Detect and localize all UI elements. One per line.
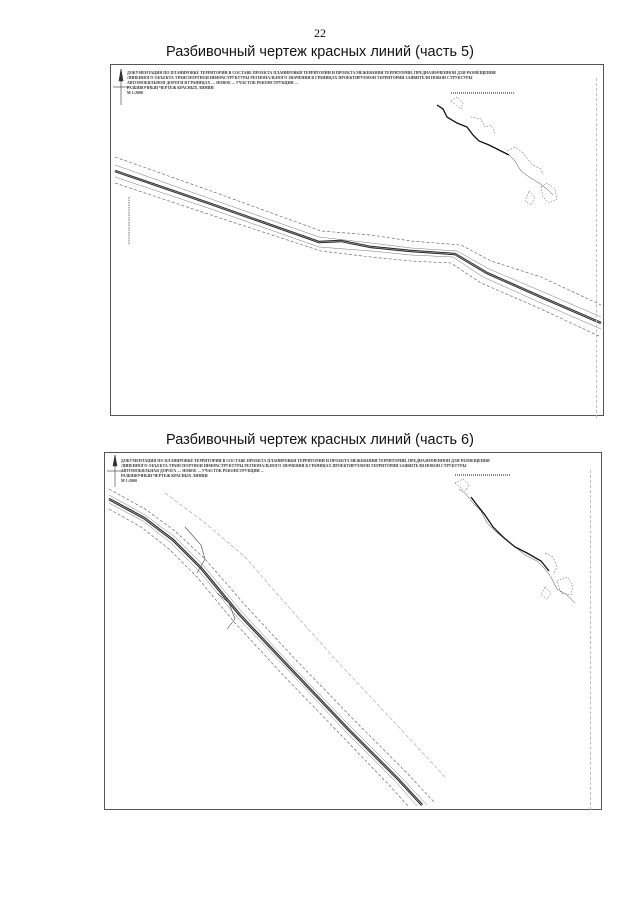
header-line: М 1:2000 bbox=[127, 91, 144, 95]
drawing-part-5 bbox=[111, 65, 604, 416]
sheet-header-part-6 bbox=[121, 459, 591, 484]
header-line: ЛИНЕЙНОГО ОБЪЕКТА ТРАНСПОРТНОЙ ИНФРАСТРУКТУРЫ РЕГИОНАЛЬНОГО ЗНАЧЕНИЯ В ГРАНИЦАХ ПРОЕКТИРУЕМОЙ ТЕРРИТОРИИ ЗАЯВИТЕЛЯ НОВОЙ СТРУКТУРЫ bbox=[127, 76, 473, 80]
header-line: АВТОМОБИЛЬНОЙ ДОРОГИ В ГРАНИЦАХ — НОВОЕ ... УЧАСТОК РЕКОНСТРУКЦИИ ... bbox=[127, 81, 298, 85]
overview-map bbox=[455, 479, 575, 603]
section-title-part-6: Разбивочный чертеж красных линий (часть 6) bbox=[166, 432, 474, 448]
page-number: 22 bbox=[314, 26, 326, 40]
drawing-part-6 bbox=[105, 453, 602, 810]
header-line: РАЗБИВОЧНЫЙ ЧЕРТЕЖ КРАСНЫХ ЛИНИЙ bbox=[121, 474, 208, 478]
header-line: ДОКУМЕНТАЦИЯ ПО ПЛАНИРОВКЕ ТЕРРИТОРИИ В СОСТАВЕ ПРОЕКТА ПЛАНИРОВКИ ТЕРРИТОРИИ И ПРОЕКТА МЕЖЕВАНИЯ ТЕРРИТОРИИ, ПРЕДНАЗНАЧЕННОЙ ДЛЯ РАЗМЕЩЕНИЯ bbox=[127, 71, 496, 75]
header-line: ДОКУМЕНТАЦИЯ ПО ПЛАНИРОВКЕ ТЕРРИТОРИИ В СОСТАВЕ ПРОЕКТА ПЛАНИРОВКИ ТЕРРИТОРИИ И ПРОЕКТА МЕЖЕВАНИЯ ТЕРРИТОРИИ, ПРЕДНАЗНАЧЕННОЙ ДЛЯ РАЗМЕЩЕНИЯ bbox=[121, 459, 490, 463]
scan-edge-line bbox=[590, 470, 591, 810]
sheet-header-part-5 bbox=[127, 71, 593, 96]
drawing-sheet-part-5 bbox=[110, 64, 604, 416]
overview-map bbox=[437, 97, 557, 205]
header-line: М 1:2000 bbox=[121, 479, 138, 483]
header-line: ЛИНЕЙНОГО ОБЪЕКТА ТРАНСПОРТНОЙ ИНФРАСТРУКТУРЫ РЕГИОНАЛЬНОГО ЗНАЧЕНИЯ В ГРАНИЦАХ ПРОЕКТИРУЕМОЙ ТЕРРИТОРИИ ЗАЯВИТЕЛЯ НОВОЙ СТРУКТУРЫ bbox=[121, 464, 467, 468]
red-lines bbox=[115, 157, 601, 337]
red-lines bbox=[109, 489, 445, 807]
header-line: АВТОМОБИЛЬНАЯ ДОРОГА — НОВОЕ ... УЧАСТОК РЕКОНСТРУКЦИИ ... bbox=[121, 469, 264, 473]
drawing-sheet-part-6 bbox=[104, 452, 602, 810]
scan-edge-line bbox=[596, 78, 597, 418]
header-line: РАЗБИВОЧНЫЙ ЧЕРТЕЖ КРАСНЫХ ЛИНИЙ bbox=[127, 86, 214, 90]
section-title-part-5: Разбивочный чертеж красных линий (часть 5) bbox=[166, 44, 474, 60]
